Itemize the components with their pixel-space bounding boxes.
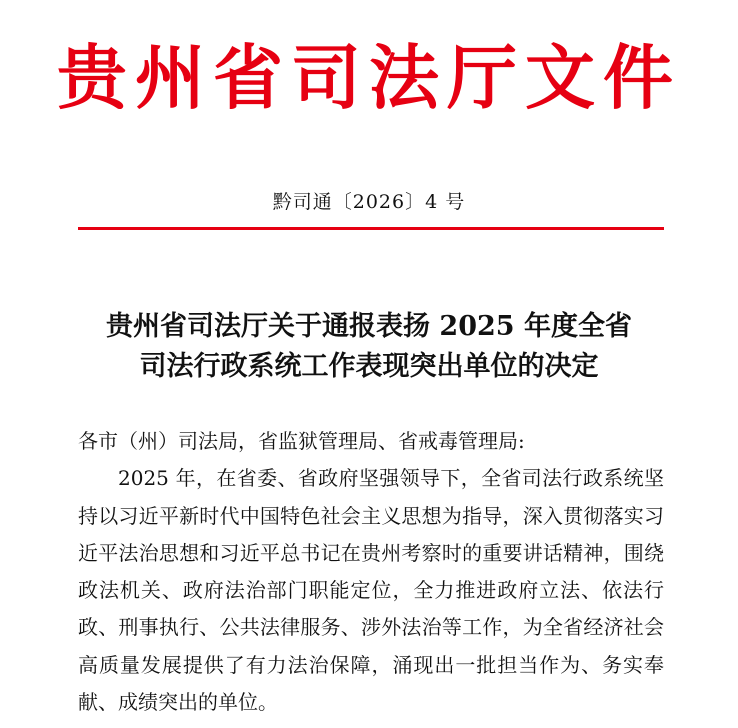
document-title-line-2: 司法行政系统工作表现突出单位的决定: [139, 351, 599, 382]
document-body: [78, 423, 664, 721]
document-title-line-1: 贵州省司法厅关于通报表扬 2025 年度全省: [106, 311, 632, 342]
document-title: [0, 307, 738, 387]
document-number: 黔司通〔2026〕4 号: [272, 191, 466, 213]
body-paragraph: 2025 年，在省委、省政府坚强领导下，全省司法行政系统坚持以习近平新时代中国特色社会主义思想为指导，深入贯彻落实习近平法治思想和习近平总书记在贵州考察时的重要讲话精神，围绕政法机关、政府法治部门职能定位，全力推进政府立法、依法行政、刑事执行、公共法律服务、涉外法治等工作，为全省经济社会高质量发展提供了有力法治保障，涌现出一批担当作为、务实奉献、成绩突出的单位。: [78, 466, 664, 715]
red-divider-rule: [78, 227, 664, 230]
salutation: 各市（州）司法局，省监狱管理局、省戒毒管理局:: [78, 429, 525, 453]
document-masthead: 贵州省司法厅文件: [57, 37, 681, 119]
